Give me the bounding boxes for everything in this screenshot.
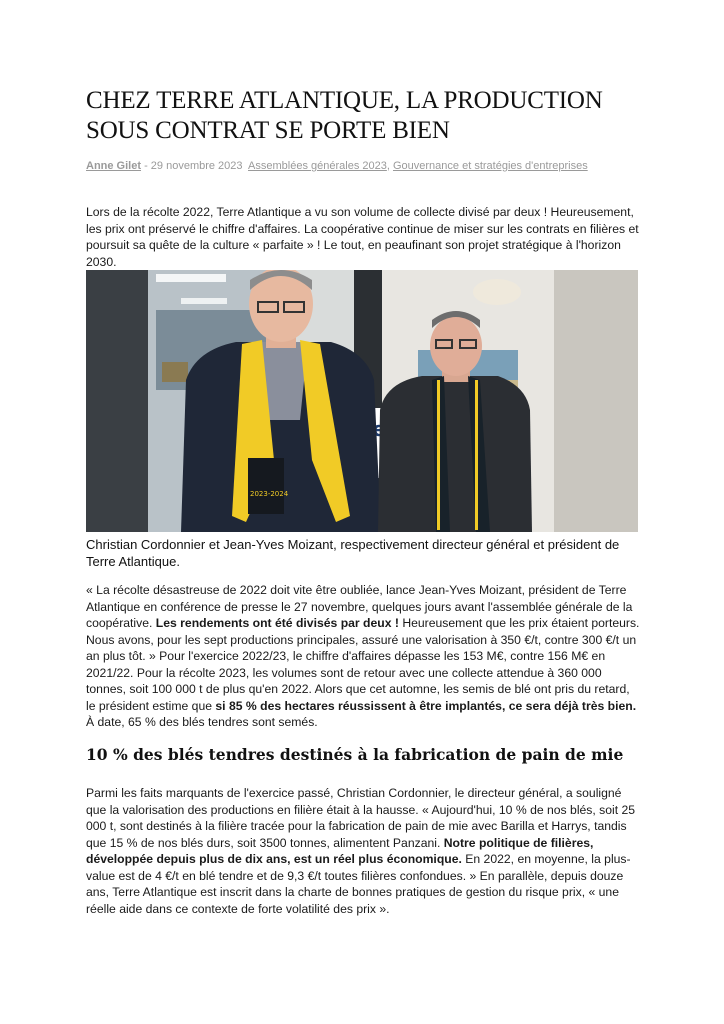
author-link[interactable]: Anne Gilet bbox=[86, 160, 142, 172]
article-title: CHEZ TERRE ATLANTIQUE, LA PRODUCTION SOUS CONTRAT SE PORTE BIEN bbox=[86, 87, 603, 144]
article-photo bbox=[86, 270, 638, 532]
photo-illustration bbox=[86, 270, 638, 532]
article-paragraph-1 bbox=[86, 582, 642, 731]
p1-text-1: « La récolte désastreuse de 2022 doit vite être oubliée, lance Jean-Yves Moizant, président de Terre Atlantique en conférence de presse le 27 novembre, quelques jours avant l'assemblée générale de la coopérative. bbox=[86, 583, 633, 630]
p2-text-2: En 2022, en moyenne, la plus-value est de 4 €/t en blé tendre et de 9,3 €/t toutes filières confondues. » En parallèle, depuis douze ans, Terre Atlantique est inscrit dans la charte de bonnes pratiques de gestion du risque prix, « une réelle aide dans ce contexte de forte volatilité des prix ». bbox=[86, 852, 631, 916]
category-separator: , bbox=[386, 160, 393, 172]
article-meta bbox=[86, 160, 646, 173]
category-link-gouvernance[interactable]: Gouvernance et stratégies d'entreprises bbox=[392, 160, 588, 172]
scarf-text: 2023-2024 bbox=[250, 490, 289, 498]
p1-bold-1: Les rendements ont été divisés par deux ! bbox=[155, 616, 399, 630]
p1-text-2: Heureusement que les prix étaient porteurs. Nous avons, pour les sept productions principales, assuré une valorisation à 350 €/t, contre 300 €/t un an plus tôt. » Pour l'exercice 2022/23, le chiffre d'affaires dépasse les 153 M€, contre 156 M€ en 2021/22. Pour la récolte 2023, les volumes sont de retour avec une collecte attendue à 360 000 tonnes, soit 100 000 t de plus qu'en 2022. Alors que cet automne, les semis de blé ont pris du retard, le président estime que bbox=[86, 616, 640, 713]
p2-text-1: Parmi les faits marquants de l'exercice passé, Christian Cordonnier, le directeur général, a souligné que la valorisation des productions en filière était à la hausse. « Aujourd'hui, 10 % de nos blés, soit 25 000 t, sont destinés à la filière tracée pour la fabrication de pain de mie avec Barilla et Harrys, tandis que 15 % de nos blés durs, soit 3500 tonnes, alimentent Panzani. bbox=[86, 786, 636, 850]
photo-caption: Christian Cordonnier et Jean-Yves Moizant, respectivement directeur général et président de Terre Atlantique. bbox=[86, 537, 620, 569]
meta-separator: - bbox=[141, 160, 151, 172]
section-heading: 10 % des blés tendres destinés à la fabrication de pain de mie bbox=[86, 745, 624, 764]
p2-bold-1: Notre politique de filières, développée depuis plus de dix ans, est un réel plus économique. bbox=[86, 835, 594, 866]
article-paragraph-2 bbox=[86, 785, 642, 917]
p1-bold-2: si 85 % des hectares réussissent à être implantés, ce sera déjà très bien. bbox=[215, 698, 637, 713]
category-link-assemblees[interactable]: Assemblées générales 2023 bbox=[248, 160, 387, 172]
publish-date: 29 novembre 2023 bbox=[150, 160, 243, 172]
article-lead: Lors de la récolte 2022, Terre Atlantique a vu son volume de collecte divisé par deux ! Heureusement, les prix ont préservé le chiffre d'affaires. La coopérative continue de miser sur les contrats en filières et poursuit sa quête de la culture « parfaite » ! Le tout, en peaufinant son projet stratégique à l'horizon 2030. bbox=[86, 205, 639, 269]
p1-text-3: À date, 65 % des blés tendres sont semés. bbox=[86, 715, 318, 729]
